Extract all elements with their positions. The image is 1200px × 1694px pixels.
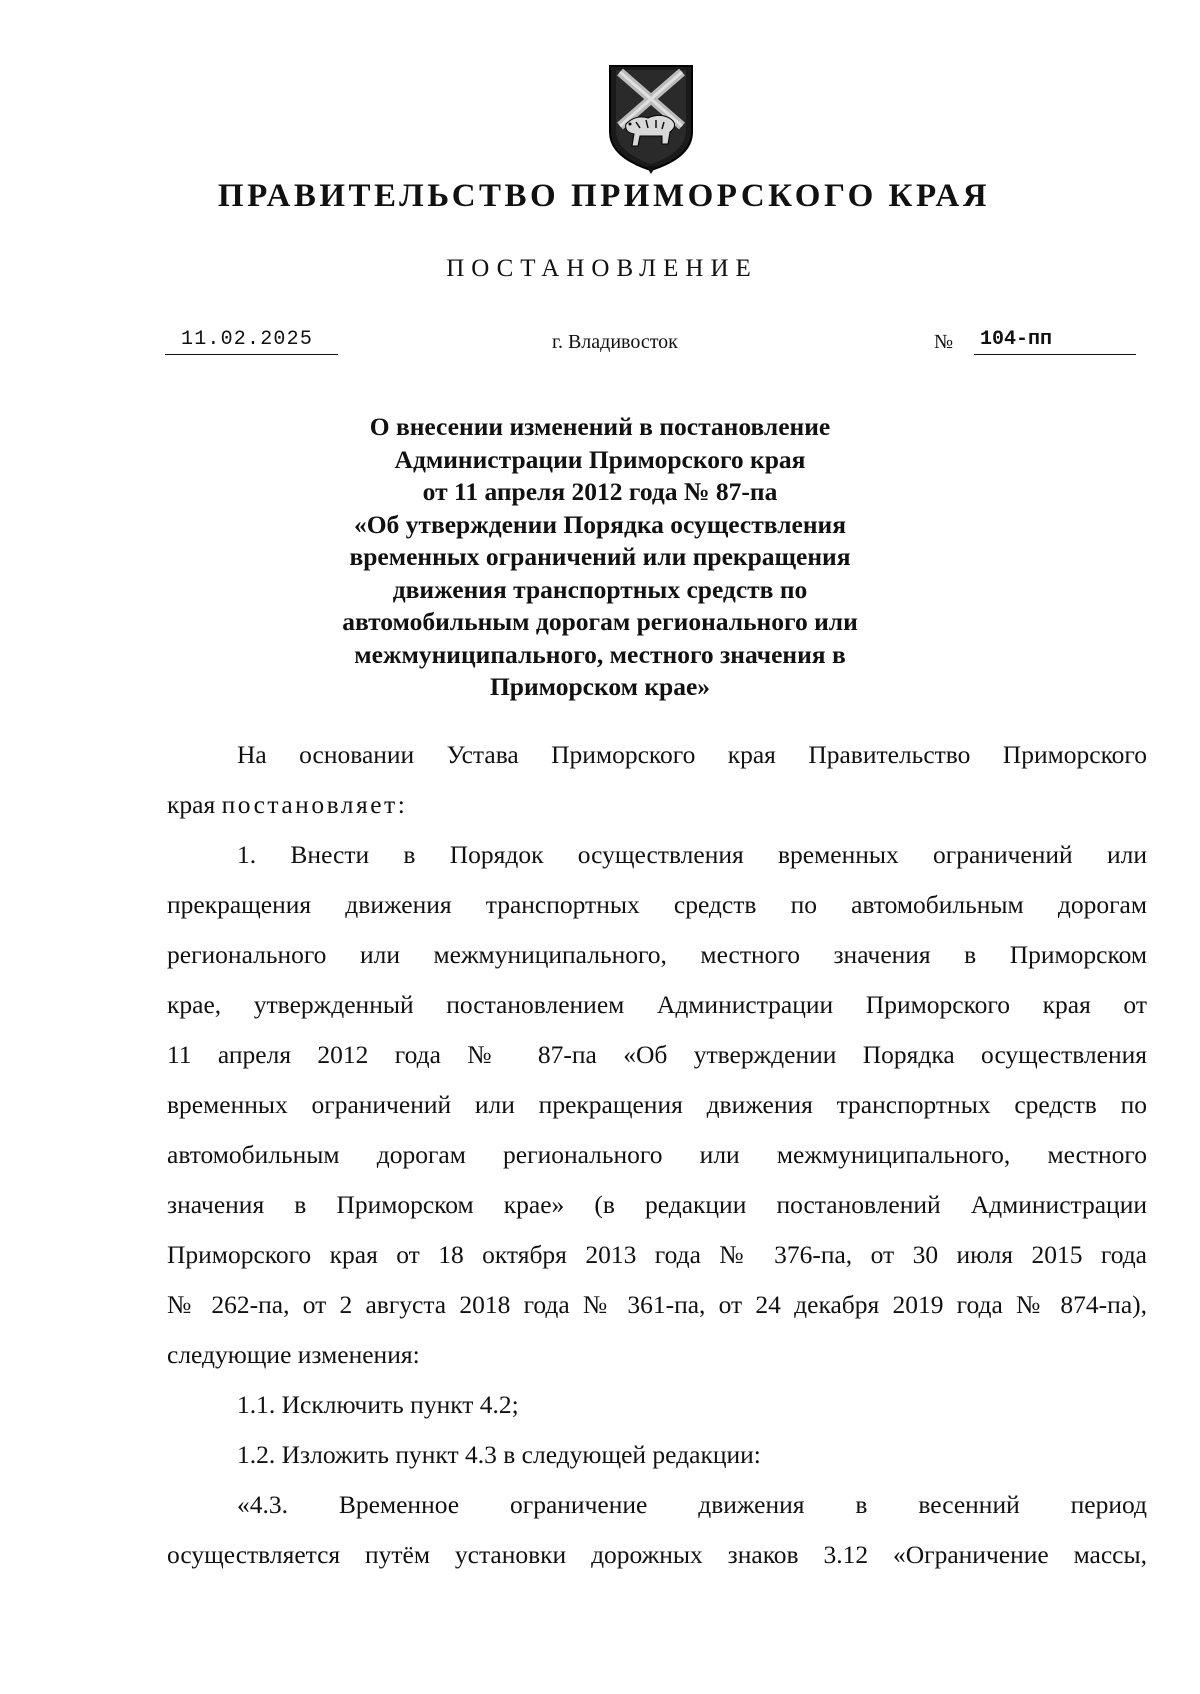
item1-2: 1.2. Изложить пункт 4.3 в следующей редакции: xyxy=(237,1440,761,1469)
item1-line: Приморского края от 18 октября 2013 года № 376-па, от 30 июля 2015 года xyxy=(167,1240,1147,1269)
item1-line: прекращения движения транспортных средств по автомобильным дорогам xyxy=(167,890,1147,919)
item1-line: временных ограничений или прекращения движения транспортных средств по xyxy=(167,1090,1147,1119)
document-number: 104-пп xyxy=(974,326,1136,355)
resolves-word: постановляет: xyxy=(221,790,408,819)
title-line: временных ограничений или прекращения xyxy=(349,542,851,571)
document-title xyxy=(300,411,900,704)
item1-line: 11 апреля 2012 года № 87-па «Об утверждении Порядка осуществления xyxy=(167,1040,1147,1069)
item1-line: следующие изменения: xyxy=(167,1340,420,1369)
item1-line: № 262-па, от 2 августа 2018 года № 361-па, от 24 декабря 2019 года № 874-па), xyxy=(167,1290,1147,1319)
item1-line: крае, утвержденный постановлением Администрации Приморского края от xyxy=(167,990,1147,1019)
document-number-sign: № xyxy=(934,331,954,353)
item4-3-line: «4.3. Временное ограничение движения в весенний период xyxy=(237,1490,1147,1519)
document-date: 11.02.2025 xyxy=(165,326,338,355)
item1-line: автомобильным дорогам регионального или межмуниципального, местного xyxy=(167,1140,1147,1169)
document-city: г. Владивосток xyxy=(552,331,678,353)
item1-line: значения в Приморском крае» (в редакции постановлений Администрации xyxy=(167,1190,1147,1219)
item1-line: 1. Внести в Порядок осуществления временных ограничений или xyxy=(237,840,1147,869)
title-line: межмуниципального, местного значения в xyxy=(354,639,846,669)
title-line: от 11 апреля 2012 года № 87-па xyxy=(422,477,778,506)
title-line: О внесении изменений в постановление xyxy=(369,412,831,441)
title-line: движения транспортных средств по xyxy=(392,574,808,604)
document-meta-row xyxy=(0,326,1200,366)
document-body xyxy=(167,730,1147,1580)
item4-3-line: осуществляется путём установки дорожных знаков 3.12 «Ограничение массы, xyxy=(167,1540,1147,1569)
item1-line: регионального или межмуниципального, местного значения в Приморском xyxy=(167,940,1147,969)
title-line: Администрации Приморского края xyxy=(394,444,806,474)
title-line: автомобильным дорогам регионального или xyxy=(342,607,858,636)
coat-of-arms-emblem xyxy=(606,62,696,174)
title-line: Приморском крае» xyxy=(489,672,711,701)
preamble-line xyxy=(167,780,1147,830)
document-type: ПОСТАНОВЛЕНИЕ xyxy=(446,255,758,282)
preamble-line: На основании Устава Приморского края Правительство Приморского xyxy=(237,740,1147,769)
preamble-word: края xyxy=(167,790,216,819)
title-line: «Об утверждении Порядка осуществления xyxy=(353,509,847,539)
organization-name: ПРАВИТЕЛЬСТВО ПРИМОРСКОГО КРАЯ xyxy=(217,178,991,214)
item1-1: 1.1. Исключить пункт 4.2; xyxy=(237,1390,519,1419)
